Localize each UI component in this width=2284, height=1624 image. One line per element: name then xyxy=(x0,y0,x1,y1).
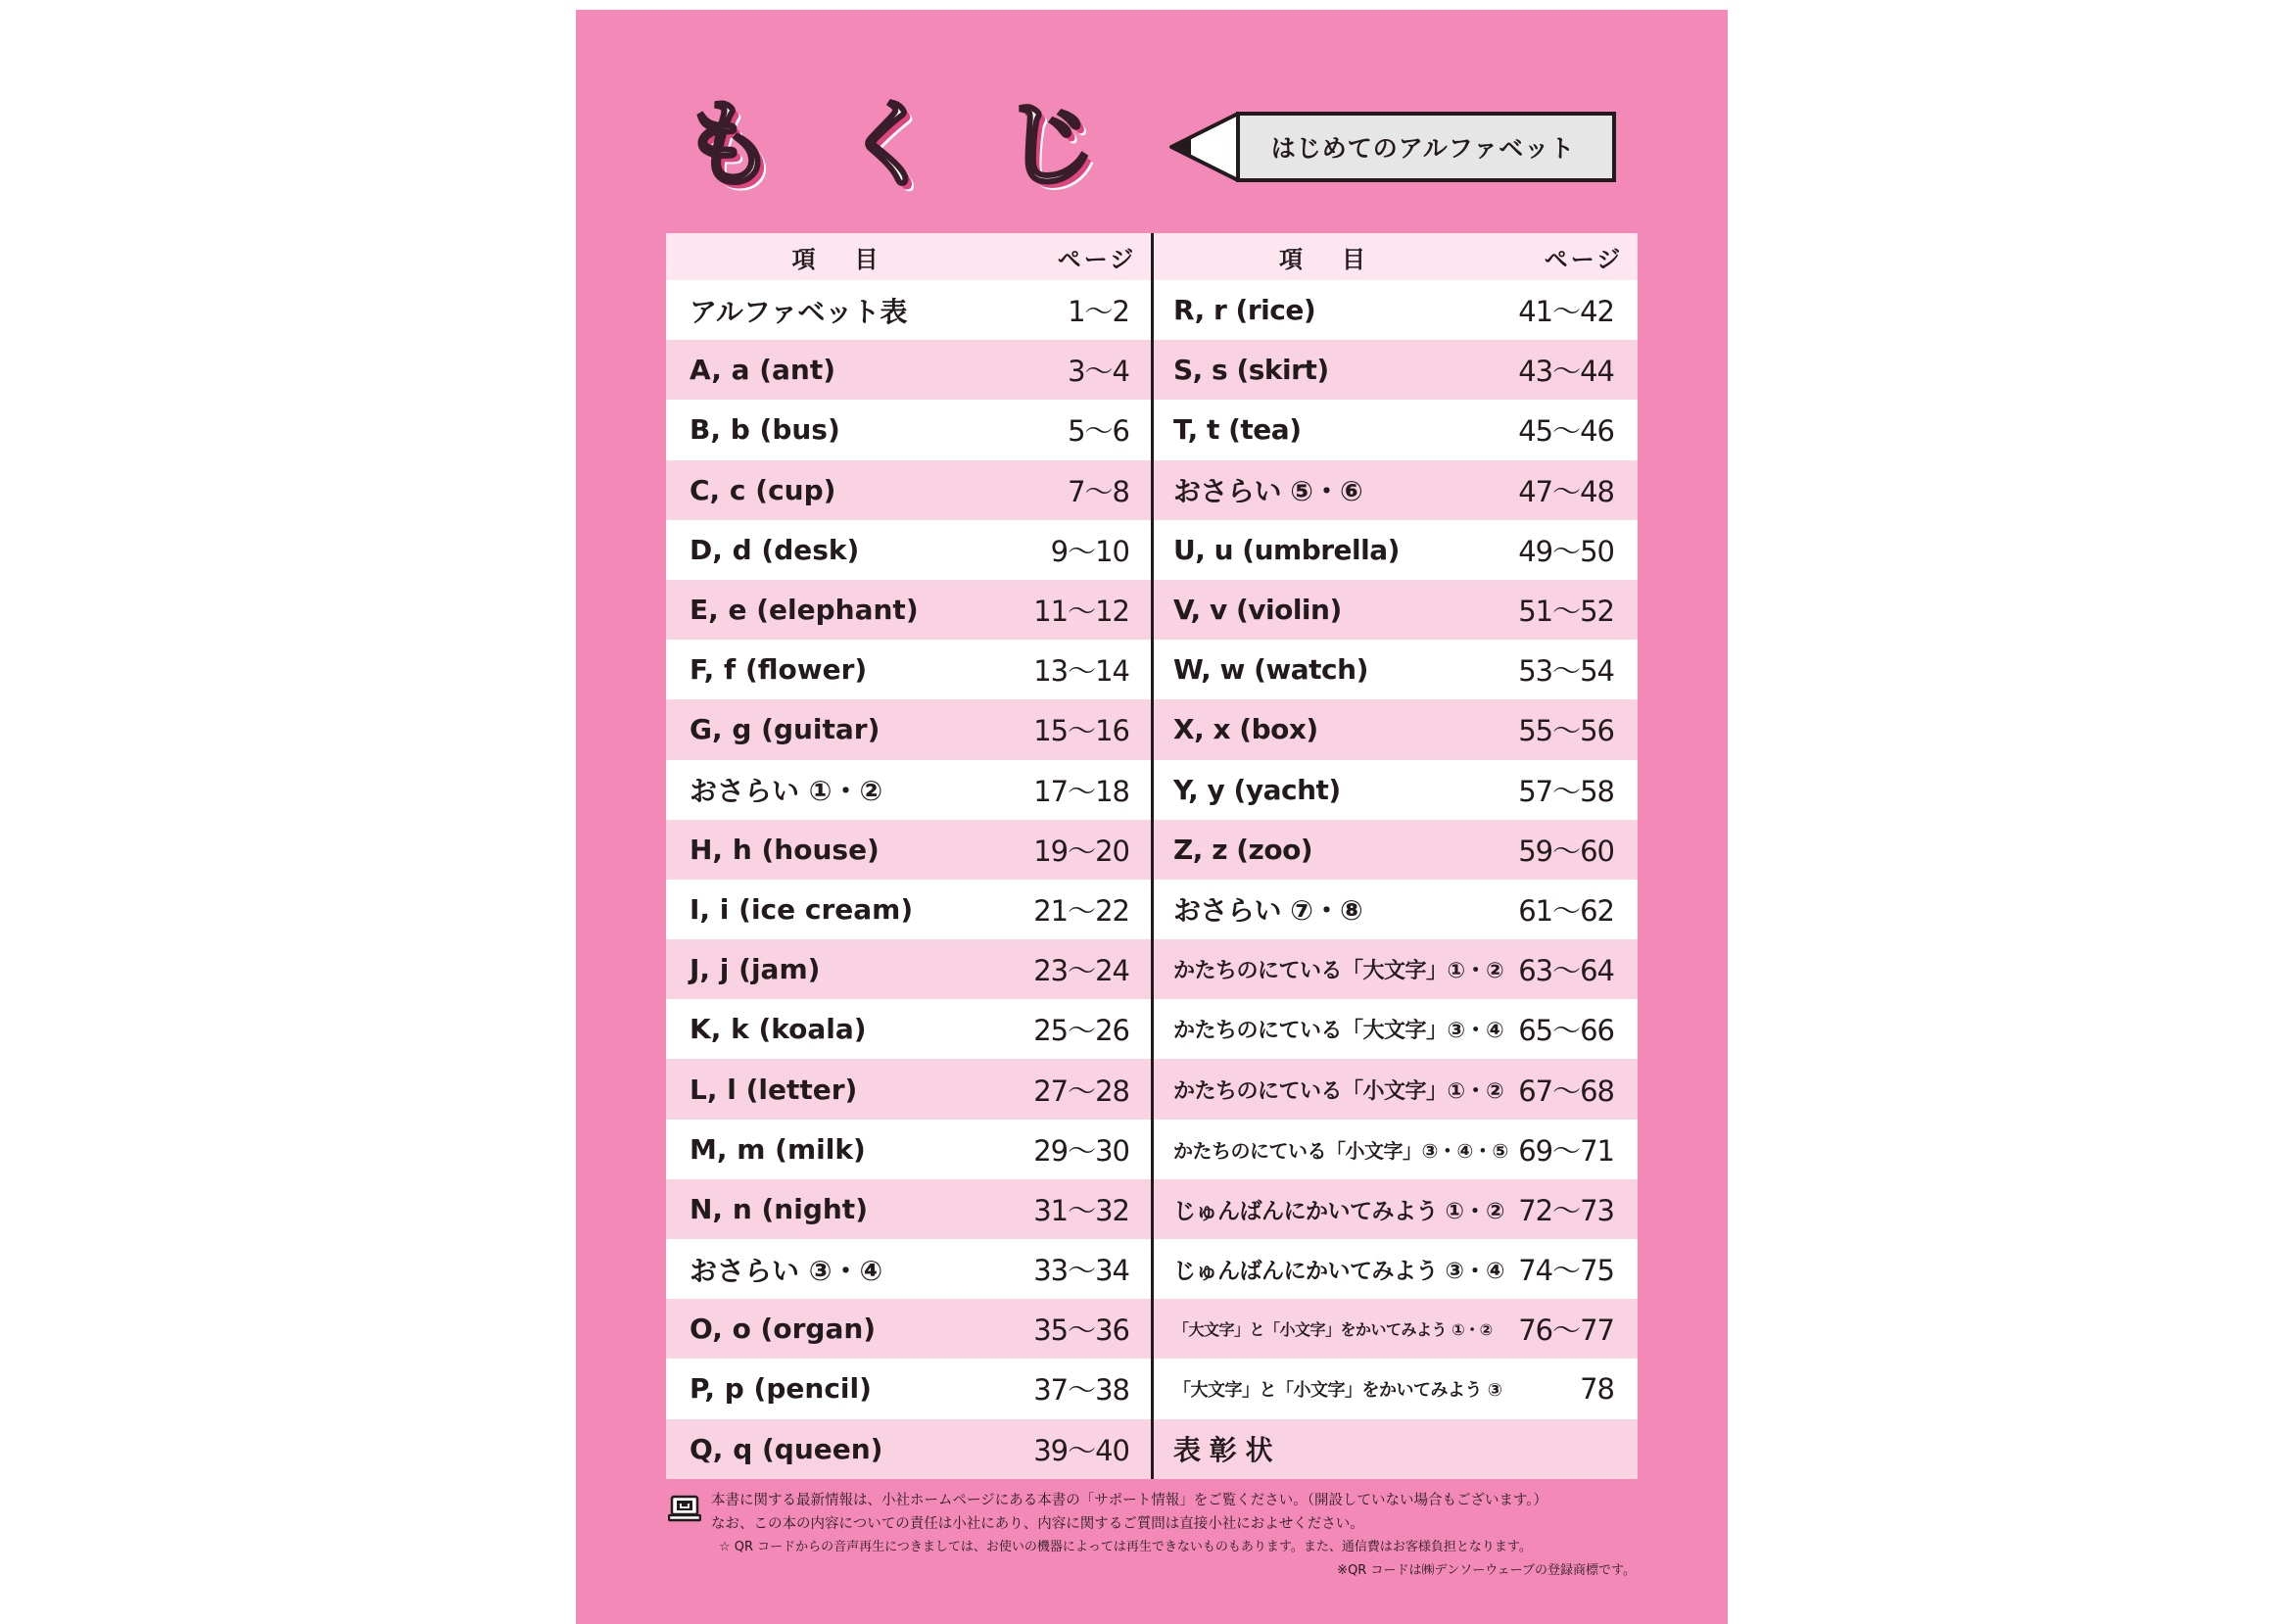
title-char-2: く xyxy=(842,90,936,200)
toc-item-label: かたちのにている「小文字」①・② xyxy=(1173,1078,1504,1104)
toc-item-label: かたちのにている「小文字」③・④・⑤ xyxy=(1173,1138,1508,1163)
toc-item-label: おさらい ⑦・⑧ xyxy=(1173,894,1363,928)
toc-row xyxy=(666,1359,1151,1418)
toc-item-label: K, k (koala) xyxy=(690,1013,867,1046)
page-title xyxy=(682,90,1097,200)
toc-row xyxy=(1154,1359,1638,1418)
toc-page-number: 3〜4 xyxy=(1068,355,1129,389)
title-char-1: も xyxy=(682,90,776,200)
toc-page-number: 29〜30 xyxy=(1033,1133,1129,1168)
toc-item-label: じゅんばんにかいてみよう ①・② xyxy=(1173,1198,1504,1224)
toc-row xyxy=(666,760,1151,820)
toc-page-number: 76〜77 xyxy=(1518,1314,1614,1348)
toc-row xyxy=(666,699,1151,759)
toc-item-label: I, i (ice cream) xyxy=(690,892,914,926)
toc-row xyxy=(666,1059,1151,1119)
toc-row xyxy=(666,939,1151,999)
toc-row xyxy=(666,400,1151,459)
note-line-1: 本書に関する最新情報は、小社ホームページにある本書の「サポート情報」をご覧ください。（開設していない場合もございます。） xyxy=(711,1493,1548,1508)
toc-row xyxy=(666,1239,1151,1299)
toc-item-label: F, f (flower) xyxy=(690,653,868,687)
toc-page-number: 13〜14 xyxy=(1033,654,1129,689)
toc-item-label: U, u (umbrella) xyxy=(1173,533,1400,566)
toc-item-label: Y, y (yacht) xyxy=(1173,773,1341,806)
toc-row xyxy=(666,820,1151,880)
toc-row xyxy=(666,1299,1151,1359)
toc-row xyxy=(1154,1059,1638,1119)
note-line-4: ※QR コードは㈱デンソーウェーブの登録商標です。 xyxy=(1337,1563,1636,1578)
toc-page-number: 63〜64 xyxy=(1518,954,1614,988)
toc-page-number: 23〜24 xyxy=(1033,954,1129,988)
toc-header-right xyxy=(1154,233,1638,280)
toc-page-number: 9〜10 xyxy=(1050,534,1129,568)
toc-page-number: 74〜75 xyxy=(1518,1254,1614,1288)
toc-page-number: 39〜40 xyxy=(1033,1433,1129,1467)
toc-page-number: 53〜54 xyxy=(1518,654,1614,689)
toc-item-label: W, w (watch) xyxy=(1173,653,1368,687)
toc-page-number: 72〜73 xyxy=(1518,1193,1614,1227)
toc-row xyxy=(666,999,1151,1059)
toc-page-number: 11〜12 xyxy=(1033,595,1129,629)
toc-page-number: 25〜26 xyxy=(1033,1014,1129,1048)
toc-item-label: D, d (desk) xyxy=(690,533,860,566)
toc-item-label: じゅんばんにかいてみよう ③・④ xyxy=(1173,1259,1504,1285)
toc-item-label: おさらい ③・④ xyxy=(690,1254,883,1287)
toc-page-number: 51〜52 xyxy=(1518,595,1614,629)
toc-page-number: 7〜8 xyxy=(1068,474,1129,508)
toc-row xyxy=(1154,760,1638,820)
toc-item-label: G, g (guitar) xyxy=(690,713,880,746)
toc-page-number: 67〜68 xyxy=(1518,1074,1614,1108)
toc-row xyxy=(1154,580,1638,640)
toc-row xyxy=(1154,939,1638,999)
toc-item-label: P, p (pencil) xyxy=(690,1372,872,1406)
toc-item-label: V, v (violin) xyxy=(1173,594,1342,627)
computer-icon xyxy=(668,1495,701,1522)
toc-row xyxy=(1154,880,1638,939)
toc-item-label: おさらい ①・② xyxy=(690,775,883,808)
toc-page-number: 35〜36 xyxy=(1033,1314,1129,1348)
toc-row xyxy=(1154,340,1638,400)
toc-row xyxy=(666,340,1151,400)
toc-right-column xyxy=(1154,233,1638,1479)
toc-item-label: Z, z (zoo) xyxy=(1173,833,1313,866)
book-title-label: はじめてのアルファベット xyxy=(1270,134,1576,163)
toc-page-number: 55〜56 xyxy=(1518,714,1614,748)
document-page xyxy=(576,10,1728,1624)
toc-row xyxy=(666,880,1151,939)
toc-page-number: 78 xyxy=(1580,1371,1614,1406)
toc-item-label: C, c (cup) xyxy=(690,473,836,506)
toc-item-label: 「大文字」と「小文字」をかいてみよう ①・② xyxy=(1173,1320,1493,1340)
toc-page-number: 43〜44 xyxy=(1518,355,1614,389)
toc-page-number: 49〜50 xyxy=(1518,534,1614,568)
toc-row xyxy=(1154,520,1638,580)
header-item-label: 項目 xyxy=(791,245,918,273)
toc-page-number: 57〜58 xyxy=(1518,774,1614,808)
book-label-pencil xyxy=(1167,112,1618,182)
toc-page-number: 47〜48 xyxy=(1518,474,1614,508)
toc-page-number: 15〜16 xyxy=(1033,714,1129,748)
toc-item-label: アルファベット表 xyxy=(690,295,908,328)
toc-page-number: 33〜34 xyxy=(1033,1254,1129,1288)
toc-item-label: 表 彰 状 xyxy=(1173,1434,1272,1467)
toc-row xyxy=(1154,640,1638,699)
toc-item-label: Q, q (queen) xyxy=(690,1432,883,1465)
toc-page-number: 65〜66 xyxy=(1518,1014,1614,1048)
note-line-3: ☆ QR コードからの音声再生につきましては、お使いの機器によっては再生できないものもあります。また、通信費はお客様負担となります。 xyxy=(719,1540,1532,1554)
toc-row xyxy=(1154,280,1638,340)
toc-row xyxy=(666,580,1151,640)
toc-page-number: 37〜38 xyxy=(1033,1373,1129,1408)
toc-row xyxy=(1154,699,1638,759)
toc-row xyxy=(1154,400,1638,459)
toc-row xyxy=(1154,999,1638,1059)
toc-page-number: 61〜62 xyxy=(1518,893,1614,928)
table-of-contents xyxy=(666,233,1638,1479)
toc-item-label: S, s (skirt) xyxy=(1173,354,1329,387)
toc-item-label: かたちのにている「大文字」①・② xyxy=(1173,959,1504,984)
toc-left-column xyxy=(666,233,1154,1479)
title-char-3: じ xyxy=(1003,90,1097,200)
toc-row xyxy=(666,1120,1151,1179)
toc-item-label: 「大文字」と「小文字」をかいてみよう ③ xyxy=(1173,1379,1502,1401)
toc-row xyxy=(1154,460,1638,520)
toc-item-label: B, b (bus) xyxy=(690,413,840,447)
toc-row xyxy=(666,460,1151,520)
toc-page-number: 21〜22 xyxy=(1033,893,1129,928)
header-item-label: 項目 xyxy=(1279,245,1404,273)
toc-item-label: O, o (organ) xyxy=(690,1313,877,1346)
toc-row xyxy=(1154,1120,1638,1179)
toc-row xyxy=(666,280,1151,340)
toc-row xyxy=(1154,1179,1638,1239)
toc-item-label: M, m (milk) xyxy=(690,1132,866,1166)
toc-page-number: 17〜18 xyxy=(1033,774,1129,808)
toc-row xyxy=(666,520,1151,580)
toc-row xyxy=(1154,1419,1638,1479)
toc-page-number: 69〜71 xyxy=(1518,1133,1614,1168)
toc-row xyxy=(1154,1239,1638,1299)
toc-row xyxy=(1154,820,1638,880)
toc-item-label: J, j (jam) xyxy=(690,953,821,986)
toc-item-label: E, e (elephant) xyxy=(690,594,919,627)
toc-page-number: 45〜46 xyxy=(1518,414,1614,449)
toc-item-label: N, n (night) xyxy=(690,1192,868,1225)
toc-page-number: 5〜6 xyxy=(1068,414,1129,449)
toc-item-label: X, x (box) xyxy=(1173,713,1318,746)
footer-notes xyxy=(666,1489,1645,1583)
toc-row xyxy=(666,640,1151,699)
toc-row xyxy=(666,1419,1151,1479)
toc-page-number: 41〜42 xyxy=(1518,295,1614,329)
toc-page-number: 19〜20 xyxy=(1033,834,1129,868)
toc-page-number: 31〜32 xyxy=(1033,1193,1129,1227)
header-page-label: ページ xyxy=(1057,245,1137,273)
toc-item-label: H, h (house) xyxy=(690,833,880,866)
note-line-2: なお、この本の内容についての責任は小社にあり、内容に関するご質問は直接小社におよせください。 xyxy=(711,1516,1364,1532)
toc-row xyxy=(666,1179,1151,1239)
toc-item-label: T, t (tea) xyxy=(1173,413,1302,447)
toc-item-label: L, l (letter) xyxy=(690,1073,858,1106)
toc-item-label: A, a (ant) xyxy=(690,354,836,387)
toc-row xyxy=(1154,1299,1638,1359)
toc-page-number: 59〜60 xyxy=(1518,834,1614,868)
toc-header-left xyxy=(666,233,1151,280)
toc-item-label: R, r (rice) xyxy=(1173,294,1316,327)
toc-page-number: 27〜28 xyxy=(1033,1074,1129,1108)
toc-item-label: かたちのにている「大文字」③・④ xyxy=(1173,1019,1504,1044)
toc-item-label: おさらい ⑤・⑥ xyxy=(1173,475,1363,508)
toc-page-number: 1〜2 xyxy=(1068,295,1129,329)
header-page-label: ページ xyxy=(1544,245,1624,273)
